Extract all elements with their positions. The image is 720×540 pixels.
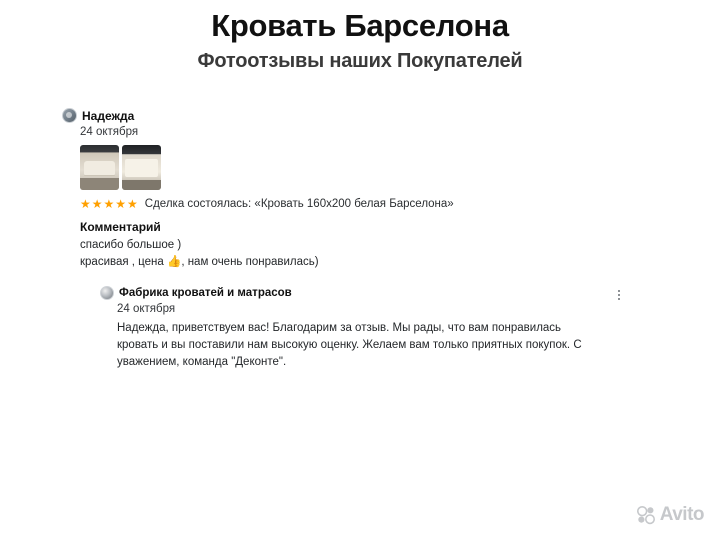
- page-header: [0, 0, 720, 73]
- user-avatar-icon: [62, 108, 77, 123]
- comment-line-2-suffix: , нам очень понравилась): [181, 256, 319, 269]
- review-date: 24 октября: [80, 126, 139, 138]
- shop-avatar-icon: [100, 286, 114, 300]
- review-author-name: Надежда: [82, 108, 135, 123]
- page-title: Кровать Барселона: [211, 8, 509, 43]
- seller-reply: [100, 286, 620, 372]
- seller-name[interactable]: Фабрика кроватей и матрасов: [119, 286, 292, 299]
- seller-reply-date: 24 октября: [117, 302, 176, 315]
- review-photo-list: [80, 145, 642, 190]
- comment-line-1: спасибо большое ): [80, 239, 182, 251]
- watermark-text: Avito: [659, 504, 704, 525]
- comment-label: Комментарий: [80, 220, 161, 234]
- review-photo-2[interactable]: [122, 145, 161, 190]
- thumbs-up-icon: 👍: [166, 256, 182, 269]
- deal-status-text: Сделка состоялась: «Кровать 160х200 белая Барселона»: [144, 198, 454, 210]
- review-card: [62, 108, 642, 372]
- review-author-row: [62, 108, 642, 123]
- seller-reply-text: Надежда, приветствуем вас! Благодарим за отзыв. Мы рады, что вам понравилась кровать и вы поставили нам высокую оценку. Желаем вам только приятных покупок. С уважением, команда "Деконте".: [117, 321, 582, 369]
- avito-logo-icon: [636, 505, 656, 525]
- kebab-menu-icon[interactable]: [612, 286, 626, 304]
- review-rating-row: [80, 198, 642, 210]
- comment-line-2-prefix: красивая , цена: [80, 256, 167, 269]
- rating-stars: ★★★★★: [80, 197, 139, 211]
- page-subtitle: Фотоотзывы наших Покупателей: [197, 49, 523, 72]
- seller-reply-header: [100, 286, 620, 300]
- review-photo-1[interactable]: [80, 145, 119, 190]
- comment-line-2: [80, 254, 642, 271]
- comment-body: [80, 237, 642, 272]
- watermark: [636, 504, 704, 526]
